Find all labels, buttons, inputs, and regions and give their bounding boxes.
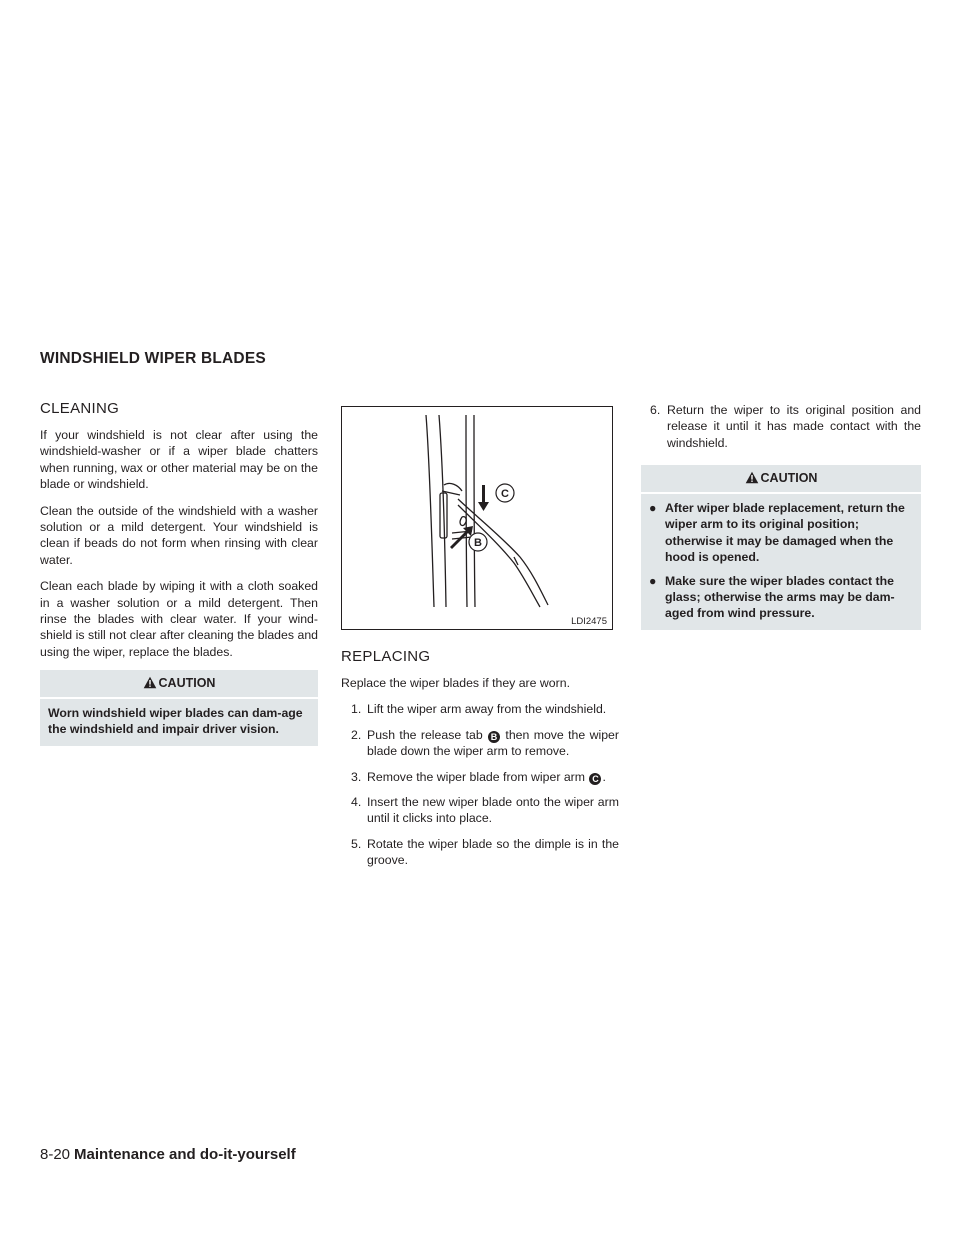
replacing-intro: Replace the wiper blades if they are worn. [341, 676, 570, 690]
caution-box-replacement [641, 465, 921, 629]
callout-b-icon: B [488, 731, 500, 743]
step-item: 6. Return the wiper to its original position and release it until it has made contact with the windshield. [650, 403, 921, 450]
caution-item: ● After wiper blade replacement, return the wiper arm to its original position; otherwise it may be damaged when the hood is opened. [649, 501, 905, 564]
step-item: 4. Insert the new wiper blade onto the wiper arm until it clicks into place. [351, 795, 619, 826]
warning-triangle-icon [143, 676, 157, 692]
chapter-title: Maintenance and do-it-yourself [74, 1146, 296, 1163]
replacing-steps-continued [641, 402, 921, 451]
replacing-heading: REPLACING [341, 648, 431, 665]
figure-label-c: C [501, 488, 509, 500]
caution-header [641, 465, 921, 494]
caution-box-worn-blades [40, 670, 318, 745]
step-item: 3. Remove the wiper blade from wiper arm C . [351, 769, 606, 784]
cleaning-paragraph-3: Clean each blade by wiping it with a cloth soaked in a washer solution or a mild detergent. Then rinse the blades with clear water. If your wind-shield is still not clear after cleaning the blades and using the wiper, replace the blades. [40, 579, 318, 659]
wiper-diagram [342, 407, 612, 629]
caution-header [40, 670, 318, 699]
caution-label: CAUTION [760, 471, 818, 486]
column-continued [641, 400, 921, 630]
cleaning-heading: CLEANING [40, 400, 120, 417]
replacing-steps [341, 701, 619, 868]
callout-c-icon: C [589, 773, 601, 785]
step-item: 5. Rotate the wiper blade so the dimple is in the groove. [351, 836, 619, 868]
bullet-icon: ● [649, 501, 657, 516]
bullet-icon: ● [649, 574, 657, 589]
section-title: WINDSHIELD WIPER BLADES [40, 350, 266, 367]
step-item: 2. Push the release tab B then move the wiper blade down the wiper arm to remove. [351, 727, 619, 759]
page-footer [40, 1146, 296, 1163]
cleaning-paragraph-2: Clean the outside of the windshield with a washer solution or a mild detergent. Your windshield is clean if beads do not form when rinsing with clear water. [40, 503, 318, 567]
cleaning-paragraph-1: If your windshield is not clear after using the windshield-washer or if a wiper blade chatters when running, wax or other material may be on the blade or windshield. [40, 428, 318, 492]
warning-triangle-icon [745, 471, 759, 487]
caution-text: Worn windshield wiper blades can dam-age the windshield and impair driver vision. [48, 706, 303, 737]
wiper-blade-illustration [341, 406, 613, 630]
step-item: 1. Lift the wiper arm away from the windshield. [351, 702, 607, 717]
figure-label-b: B [474, 537, 482, 549]
column-cleaning [40, 400, 318, 746]
caution-item: ● Make sure the wiper blades contact the glass; otherwise the arms may be dam-aged from wind pressure. [649, 574, 895, 621]
caution-list [641, 494, 921, 629]
caution-label: CAUTION [158, 676, 216, 691]
column-replacing [341, 400, 619, 878]
page-number: 8-20 [40, 1146, 71, 1163]
figure-code: LDI2475 [571, 616, 607, 627]
